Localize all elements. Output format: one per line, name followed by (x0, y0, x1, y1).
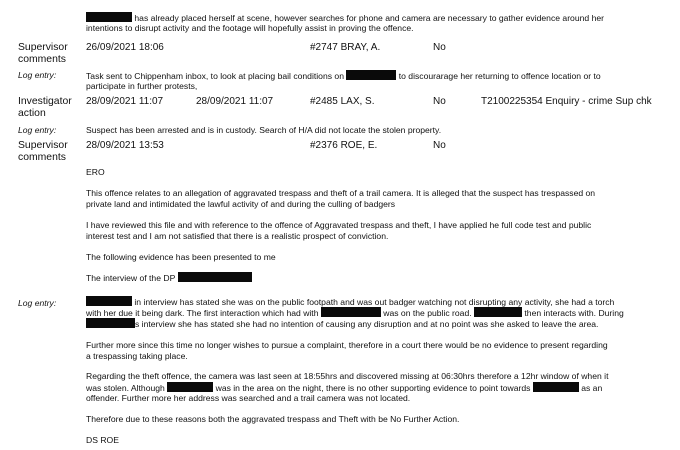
row-flag: No (433, 42, 446, 53)
comment-paragraph: I have reviewed this file and with reference to the offence of Aggravated trespass and theft, I have applied he full code test and public (86, 220, 592, 230)
log-entry-label: Log entry: (18, 70, 57, 80)
row-datetime: 26/09/2021 18:06 (86, 42, 164, 53)
log-entry-text: Suspect has been arrested and is in custody. Search of H/A did not locate the stolen property. (86, 125, 442, 135)
comment-paragraph: The following evidence has been presented to me (86, 252, 276, 262)
row-flag: No (433, 96, 446, 107)
row-officer: #2485 LAX, S. (310, 96, 375, 107)
comment-paragraph: offender. Further more her address was searched and a trail camera was not located. (86, 393, 411, 403)
comment-signature: DS ROE (86, 435, 119, 445)
comment-paragraph: a trespassing taking place. (86, 351, 188, 361)
redacted-name (86, 318, 135, 328)
row-label: Supervisor (18, 42, 68, 53)
log-entry-label: Log entry: (18, 125, 57, 135)
comment-paragraph: The interview of the DP (86, 272, 252, 284)
comment-heading: ERO (86, 167, 105, 177)
redacted-name (533, 382, 579, 392)
comment-paragraph: with her due it being dark. The first interaction which had with was on the public road. then interacts with. During (86, 308, 624, 318)
log-entry-text: has already placed herself at scene, however searches for phone and camera are necessary to gather evidence around her (86, 12, 604, 24)
redacted-name (321, 307, 381, 317)
row-label: Investigator (18, 96, 72, 107)
comment-paragraph: private land and intimidated the lawful activity of and during the culling of badgers (86, 199, 396, 209)
comment-paragraph: was stolen. Although was in the area on the night, there is no other supporting evidence to point towards as an (86, 383, 603, 393)
comment-paragraph: Further more since this time no longer wishes to pursue a complaint, therefore in a court there would be no evidence to present regarding (86, 340, 608, 350)
comment-paragraph: s interview she has stated she had no intention of causing any disruption and at no point was she asked to leave the area. (86, 318, 598, 330)
log-entry-label: Log entry: (18, 298, 57, 308)
row-flag: No (433, 140, 446, 151)
redacted-name (178, 272, 252, 282)
redacted-name (167, 382, 213, 392)
log-entry-text: participate in further protests, (86, 81, 198, 91)
redacted-name (346, 70, 396, 80)
row-officer: #2747 BRAY, A. (310, 42, 381, 53)
row-datetime: 28/09/2021 11:07 (86, 96, 164, 107)
comment-paragraph: Therefore due to these reasons both the aggravated trespass and Theft with be No Further Action. (86, 414, 460, 424)
redacted-name (474, 307, 522, 317)
redacted-name (86, 12, 132, 22)
row-datetime: 28/09/2021 11:07 (196, 96, 274, 107)
log-entry-text: intentions to disrupt activity and the footage will hopefully assist in proving the offence. (86, 23, 414, 33)
row-label: comments (18, 152, 66, 163)
comment-paragraph: interest test and I am not satisfied that there is a realistic prospect of conviction. (86, 231, 389, 241)
comment-paragraph: Regarding the theft offence, the camera was last seen at 18:55hrs and discovered missing at 06:30hrs therefore a 12hr window of when it (86, 371, 609, 381)
comment-paragraph: in interview has stated she was on the public footpath and was out badger watching not disrupting any activity, she had a torch (86, 296, 614, 308)
row-reference: T2100225354 Enquiry - crime Sup chk (481, 96, 652, 107)
row-label: Supervisor (18, 140, 68, 151)
row-label: action (18, 108, 46, 119)
log-entry-text: Task sent to Chippenham inbox, to look at placing bail conditions on to discourarage her returning to offence location or to (86, 71, 601, 81)
comment-paragraph: This offence relates to an allegation of aggravated trespass and theft of a trail camera. It is alleged that the suspect has trespassed on (86, 188, 596, 198)
row-label: comments (18, 54, 66, 65)
row-officer: #2376 ROE, E. (310, 140, 378, 151)
redacted-name (86, 296, 132, 306)
row-datetime: 28/09/2021 13:53 (86, 140, 164, 151)
